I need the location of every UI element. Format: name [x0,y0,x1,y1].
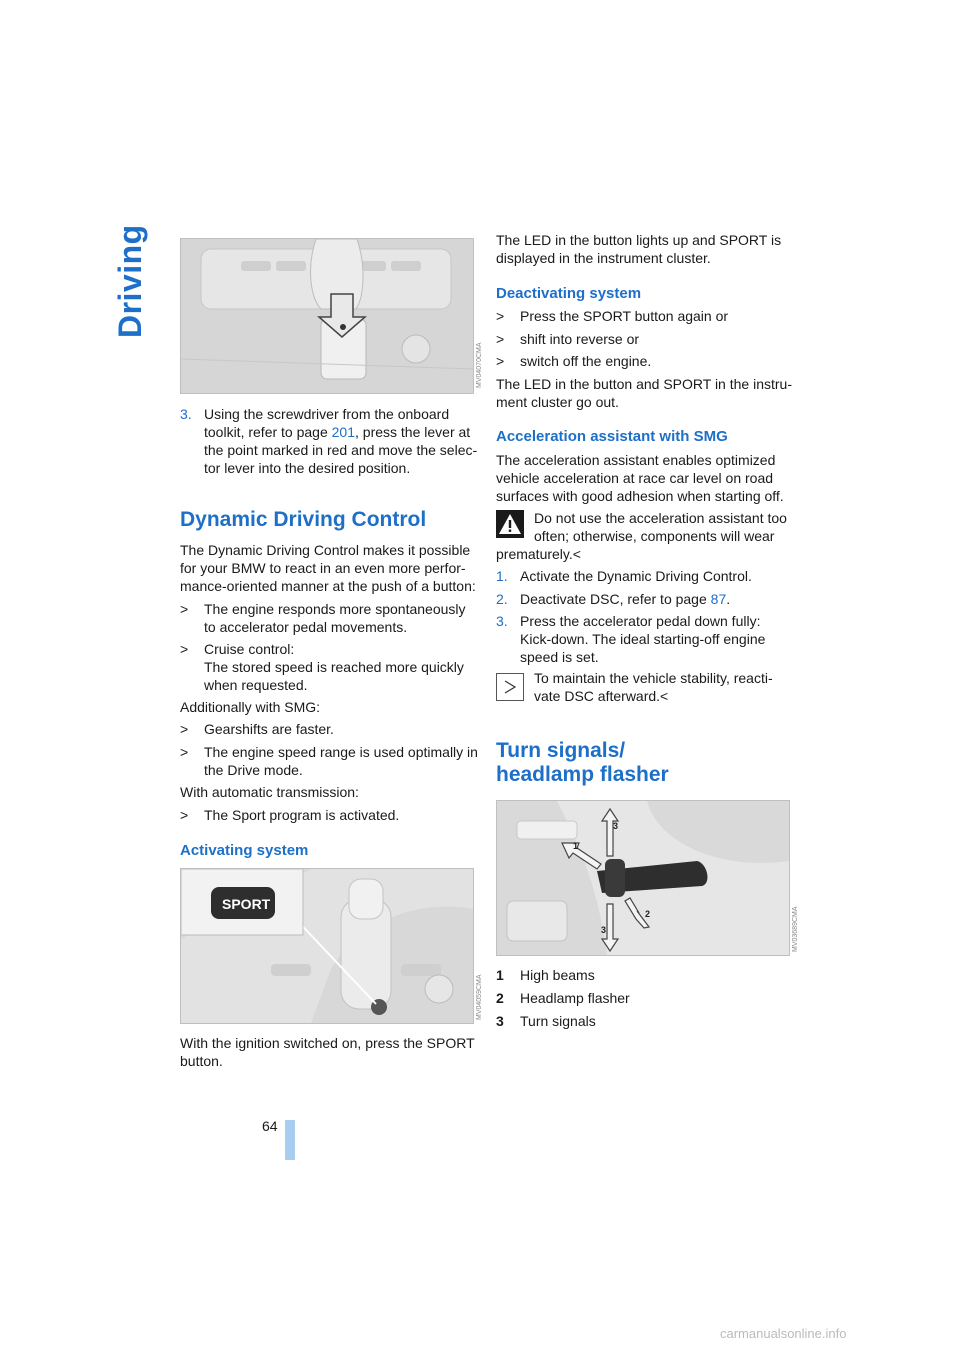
page-link-201[interactable]: 201 [331,424,355,440]
figure-turn-signal-stalk [496,800,790,956]
intro-paragraph: The Dynamic Driving Control makes it possible for your BMW to react in an even more perfor- mance-oriented manner at the push of a button: [180,542,476,594]
led-out-paragraph: The LED in the button and SPORT in the instru- ment cluster go out. [496,376,792,410]
legend-item: 3 Turn signals [496,1013,596,1029]
gear-selector-illustration [181,239,473,393]
warning-text: Do not use the acceleration assistant too often; otherwise, components will wear prematurely.< [496,510,787,562]
heading-turn-signals: Turn signals/ headlamp flasher [496,739,669,786]
svg-text:1: 1 [573,841,579,851]
acceleration-paragraph: The acceleration assistant enables optimized vehicle acceleration at race car level on road surfaces with good adhesion when starting off. [496,452,784,504]
accel-step-2: 2. Deactivate DSC, refer to page 87. [496,591,731,607]
turn-stalk-illustration [497,801,789,955]
accel-step-3: 3. Press the accelerator pedal down fully: Kick-down. The ideal starting-off engine speed is set. [496,613,766,665]
section-title: Driving [112,224,148,338]
bullet-engine: > The engine responds more spontaneously to accelerator pedal movements. [180,601,466,635]
step-3: 3. Using the screwdriver from the onboard toolkit, refer to page 201, press the lever at the point marked in red and move the selec- tor lever into the desired position. [180,406,478,476]
page-bar [285,1120,295,1160]
smg-text: Additionally with SMG: [180,699,321,715]
bullet-gearshifts: > Gearshifts are faster. [180,721,334,737]
legend-list [496,966,796,1035]
note-icon [496,673,524,701]
figure-gear-selector [180,238,474,394]
figure-code-1: MV04070CMA [476,342,483,388]
bullet-reverse: > shift into reverse or [496,331,640,347]
svg-text:2: 2 [645,909,651,919]
legend-item: 2 Headlamp flasher [496,990,630,1006]
heading-deactivating-system: Deactivating system [496,285,642,302]
figure-code-3: MV03689CMA [792,906,799,952]
bullet-sport-program: > The Sport program is activated. [180,807,400,823]
svg-text:3: 3 [613,821,619,831]
figure-code-2: MV04059CMA [476,974,483,1020]
page-number: 64 [262,1118,278,1134]
accel-step-1: 1. Activate the Dynamic Driving Control. [496,568,752,584]
figure-sport-button [180,868,474,1024]
heading-dynamic-driving-control: Dynamic Driving Control [180,508,427,531]
bullet-engine-off: > switch off the engine. [496,353,652,369]
note-text: To maintain the vehicle stability, reacti- vate DSC afterward.< [534,670,773,704]
svg-text:3: 3 [601,925,607,935]
led-paragraph: The LED in the button lights up and SPORT is displayed in the instrument cluster. [496,232,782,266]
bullet-engine-speed: > The engine speed range is used optimally in the Drive mode. [180,744,478,778]
bullet-press-sport: > Press the SPORT button again or [496,308,729,324]
heading-activating-system: Activating system [180,842,309,859]
sport-button-illustration [181,869,473,1023]
activating-paragraph: With the ignition switched on, press the SPORT button. [180,1035,475,1069]
page-link-87[interactable]: 87 [710,591,727,607]
legend-item: 1 High beams [496,967,595,983]
sport-label: SPORT [222,896,271,912]
auto-text: With automatic transmission: [180,784,359,800]
bullet-cruise: > Cruise control: The stored speed is reached more quickly when requested. [180,641,464,693]
footer-watermark: carmanualsonline.info [720,1326,847,1341]
heading-acceleration-assistant: Acceleration assistant with SMG [496,428,728,445]
